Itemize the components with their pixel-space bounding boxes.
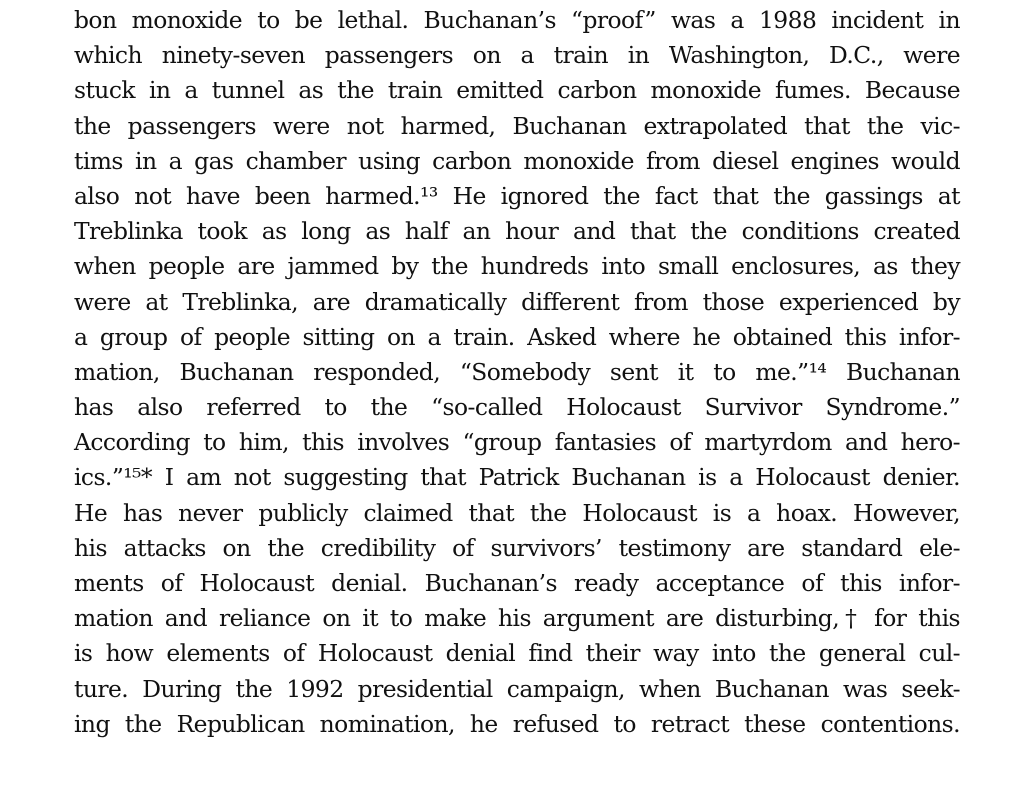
text-line: which ninety-seven passengers on a train in Washington, D.C., were	[74, 41, 960, 70]
text-line: is how elements of Holocaust denial find their way into the general cul-	[74, 639, 960, 668]
text-line: Treblinka took as long as half an hour and that the conditions created	[74, 217, 960, 246]
text-line: ics.”¹⁵* I am not suggesting that Patrick Buchanan is a Holocaust denier.	[74, 463, 960, 492]
text-line: stuck in a tunnel as the train emitted carbon monoxide fumes. Because	[74, 76, 960, 105]
text-line: the passengers were not harmed, Buchanan extrapolated that the vic-	[74, 111, 960, 140]
text-line: tims in a gas chamber using carbon monoxide from diesel engines would	[74, 146, 960, 175]
body-paragraph	[74, 3, 960, 742]
text-line: his attacks on the credibility of survivors’ testimony are standard ele-	[74, 533, 960, 562]
text-line: a group of people sitting on a train. Asked where he obtained this infor-	[74, 322, 960, 351]
text-line: ments of Holocaust denial. Buchanan’s ready acceptance of this infor-	[74, 569, 960, 597]
text-line: when people are jammed by the hundreds into small enclosures, as they	[74, 252, 960, 281]
text-line: bon monoxide to be lethal. Buchanan’s “proof” was a 1988 incident in	[74, 6, 960, 34]
text-line: mation and reliance on it to make his argument are disturbing,† for this	[74, 604, 960, 633]
text-line: According to him, this involves “group fantasies of martyrdom and hero-	[74, 428, 960, 457]
text-line: were at Treblinka, are dramatically different from those experienced by	[74, 287, 960, 316]
text-line: ture. During the 1992 presidential campaign, when Buchanan was seek-	[74, 674, 960, 703]
text-line: ing the Republican nomination, he refused to retract these contentions.	[74, 709, 960, 738]
text-line: has also referred to the “so-called Holocaust Survivor Syndrome.”	[74, 393, 960, 422]
text-line: mation, Buchanan responded, “Somebody sent it to me.”¹⁴ Buchanan	[74, 357, 960, 386]
text-line: also not have been harmed.¹³ He ignored the fact that the gassings at	[74, 181, 960, 210]
text-line: He has never publicly claimed that the Holocaust is a hoax. However,	[74, 498, 960, 527]
